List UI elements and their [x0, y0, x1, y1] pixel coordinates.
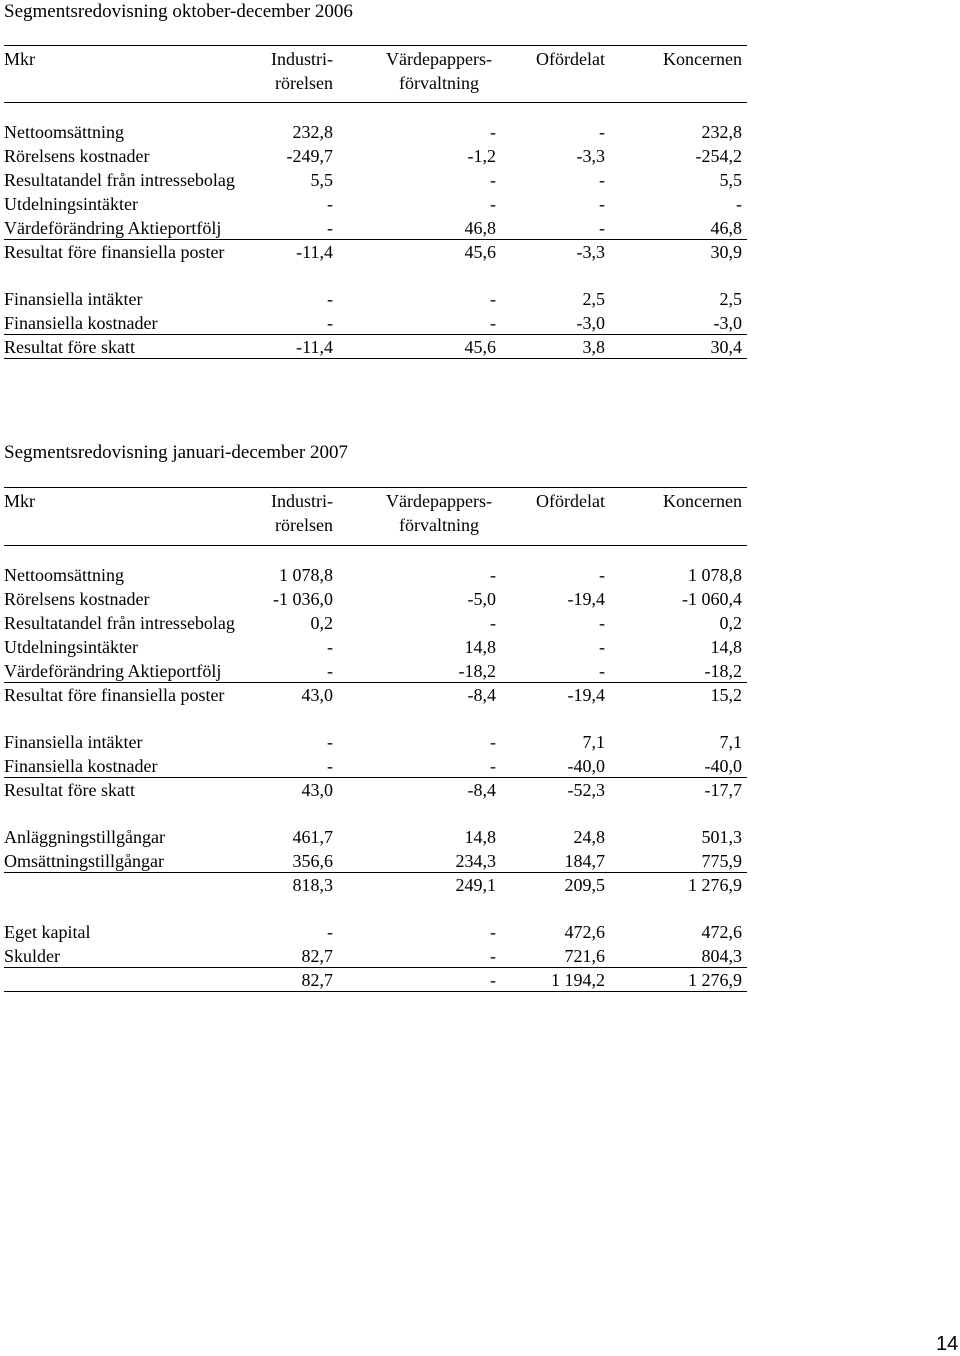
table-row-subtotal: Resultat före finansiella poster -11,4 45,6 -3,3 30,9: [4, 242, 742, 262]
header-koncernen: Koncernen: [663, 491, 742, 511]
header-vardepappers: Värdepappers- förvaltning: [386, 491, 492, 535]
table-row: Utdelningsintäkter - 14,8 - 14,8: [4, 637, 742, 657]
table-row: Finansiella intäkter - - 7,1 7,1: [4, 732, 742, 752]
header-ofordelat: Ofördelat: [536, 491, 605, 511]
table-row: Rörelsens kostnader -1 036,0 -5,0 -19,4 -1 060,4: [4, 589, 742, 609]
header-rule: [4, 45, 747, 46]
header-industri: Industri- rörelsen: [271, 49, 333, 93]
section-title: Segmentsredovisning januari-december 2007: [4, 442, 349, 463]
table-row: Anläggningstillgångar 461,7 14,8 24,8 501,3: [4, 827, 742, 847]
table-row-total: 818,3 249,1 209,5 1 276,9: [292, 875, 742, 895]
header-vardepappers: Värdepappers- förvaltning: [386, 49, 492, 93]
table-row-total: Resultat före skatt 43,0 -8,4 -52,3 -17,7: [4, 780, 742, 800]
table-row: Finansiella intäkter - - 2,5 2,5: [4, 289, 742, 309]
column-header-row: [4, 489, 747, 537]
section-title: Segmentsredovisning oktober-december 2006: [4, 1, 353, 22]
table-row: Omsättningstillgångar 356,6 234,3 184,7 775,9: [4, 849, 747, 873]
table-row: Resultatandel från intressebolag 5,5 - - 5,5: [4, 170, 742, 190]
table-row: Eget kapital - - 472,6 472,6: [4, 922, 742, 942]
segment-report-2007: [4, 441, 747, 992]
table-row: Nettoomsättning 232,8 - - 232,8: [4, 122, 742, 142]
header-ofordelat: Ofördelat: [536, 49, 605, 69]
page-number: 14: [936, 1333, 959, 1355]
table-row: Utdelningsintäkter - - - -: [4, 194, 742, 214]
table-row-subtotal: Resultat före finansiella poster 43,0 -8,4 -19,4 15,2: [4, 685, 742, 705]
header-koncernen: Koncernen: [663, 49, 742, 69]
header-mkr: Mkr: [4, 491, 35, 511]
header-industri: Industri- rörelsen: [271, 491, 333, 535]
table-row: Finansiella kostnader - - -3,0 -3,0: [4, 311, 747, 335]
column-header-row: [4, 47, 747, 95]
header-mkr: Mkr: [4, 49, 35, 69]
table-row: Finansiella kostnader - - -40,0 -40,0: [4, 754, 747, 778]
table-row: Skulder 82,7 - 721,6 804,3: [4, 944, 747, 968]
table-row: Rörelsens kostnader -249,7 -1,2 -3,3 -254,2: [4, 146, 742, 166]
table-row: Värdeförändring Aktieportfölj - 46,8 - 46,8: [4, 216, 747, 240]
table-row-total: Resultat före skatt -11,4 45,6 3,8 30,4: [4, 335, 747, 359]
table-row: Värdeförändring Aktieportfölj - -18,2 - -18,2: [4, 659, 747, 683]
header-rule: [4, 487, 747, 488]
segment-report-2006: [4, 0, 747, 359]
table-row-total: 82,7 - 1 194,2 1 276,9: [4, 968, 747, 992]
table-row: Resultatandel från intressebolag 0,2 - - 0,2: [4, 613, 742, 633]
table-row: Nettoomsättning 1 078,8 - - 1 078,8: [4, 565, 742, 585]
